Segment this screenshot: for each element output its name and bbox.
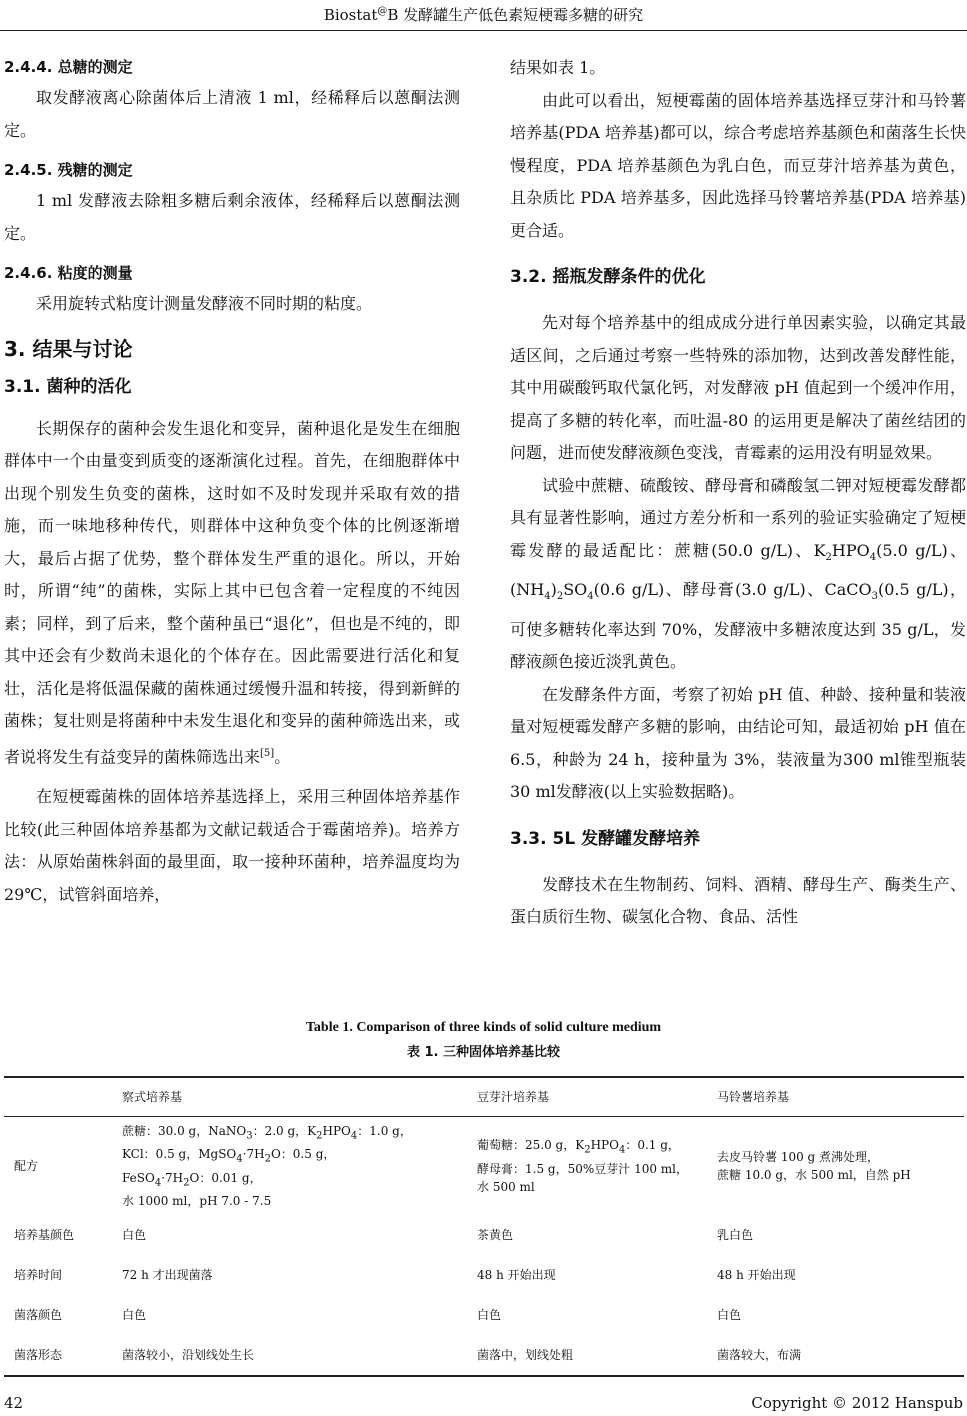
section-heading-3-1: 3.1. 菌种的活化: [4, 376, 132, 397]
subscript: 4: [869, 551, 877, 563]
table-cell: 乳白色: [717, 1228, 754, 1242]
table-cell: 白色: [122, 1308, 147, 1322]
section-heading-2-4-6: 2.4.6. 粘度的测量: [4, 264, 133, 282]
table-header: 马铃薯培养基: [707, 1077, 964, 1117]
paragraph: [510, 470, 966, 679]
table-cell: 菌落中，划线处粗: [467, 1335, 707, 1376]
table-cell: 菌落较大，布满: [707, 1335, 964, 1376]
text: O：0.01 g，: [189, 1170, 262, 1185]
citation-ref: [5]: [260, 747, 275, 759]
subscript: 4: [544, 591, 551, 603]
subscript: 2: [584, 1144, 591, 1156]
page-number: 42: [4, 1394, 24, 1412]
right-column: [510, 52, 966, 934]
paragraph: 在短梗霉菌株的固体培养基选择上，采用三种固体培养基作比较(此三种固体培养基都为文献记载适合于霉菌培养)。培养方法：从原始菌株斜面的最里面，取一接种环菌种，培养温度均为 29℃，试管斜面培养，: [4, 787, 460, 904]
text: 水 500 ml: [477, 1179, 535, 1194]
paragraph: 取发酵液离心除菌体后上清液 1 ml，经稀释后以蒽酮法测定。: [4, 88, 460, 140]
text: 酵母膏：1.5 g，50%豆芽汁 100 ml，: [477, 1161, 689, 1176]
table-header: 豆芽汁培养基: [467, 1077, 707, 1117]
text: (5.0 g/L)、(NH: [510, 540, 966, 600]
header-title-sup: @: [377, 6, 388, 17]
text: ：2.0 g，K: [252, 1123, 317, 1138]
subscript: 4: [587, 591, 594, 603]
running-header: [0, 0, 967, 31]
table-header: [4, 1077, 112, 1117]
table-cell: [112, 1117, 467, 1216]
subscript: 2: [264, 1153, 271, 1165]
text: ·7H: [242, 1147, 265, 1162]
section-heading-3-3: 3.3. 5L 发酵罐发酵培养: [510, 828, 701, 849]
text: 葡萄糖：25.0 g，K: [477, 1138, 585, 1153]
paragraph: 在发酵条件方面，考察了初始 pH 值、种龄、接种量和装液量对短梗霉发酵产多糖的影响，由结论可知，最适初始 pH 值在 6.5，种龄为 24 h，接种量为 3%，装液量为300 ml锥型瓶装30 ml发酵液(以上实验数据略)。: [510, 684, 966, 802]
text: 蔗糖 10.0 g，水 500 ml，自然 pH: [717, 1168, 911, 1182]
paragraph-text: 长期保存的菌种会发生退化和变异，菌种退化是发生在细胞群体中一个由量变到质变的逐渐演化过程。首先，在细胞群体中出现个别发生负变的菌株，这时如不及时发现并采取有效的措施，而一味地移种传代，则群体中这种负变个体的比例逐渐增大，最后占据了优势，整个群体发生严重的退化。所以，开始时，所谓“纯”的菌株，实际上其中已包含着一定程度的不纯因素；同样，到了后来，整个菌种虽已“退化”，但也是不纯的，即其中还会有少数尚未退化的个体存在。因此需要进行活化和复壮，活化是将低温保藏的菌株通过缓慢升温和转接，得到新鲜的菌株；复壮则是将菌种中未发生退化和变异的菌种筛选出来，或者说将发生有益变异的菌株筛选出来: [4, 418, 460, 766]
row-label: 菌落形态: [4, 1335, 112, 1376]
paragraph: 采用旋转式粘度计测量发酵液不同时期的粘度。: [36, 294, 373, 313]
text: (0.5 g/L)，可使多糖转化率达到 70%，发酵液中多糖浓度达到 35 g/L，发酵液颜色接近淡乳黄色。: [510, 580, 966, 672]
section-heading-3-2: 3.2. 摇瓶发酵条件的优化: [510, 267, 706, 287]
text: HPO: [590, 1138, 619, 1153]
paragraph-end: 。: [274, 746, 291, 766]
header-title-pre: Biostat: [323, 6, 378, 24]
text: 试验中蔗糖、硫酸铵、酵母膏和磷酸氢二钾对短梗霉发酵都具有显著性影响，通过方差分析和一系列的验证实验确定了短梗霉发酵的最适配比：蔗糖(50.0 g/L)、K: [510, 475, 966, 560]
row-label: 配方: [14, 1159, 39, 1173]
table-cell: 茶黄色: [477, 1228, 514, 1242]
text: ：0.1 g，: [625, 1138, 680, 1153]
table-cell: 72 h 才出现菌落: [122, 1268, 213, 1282]
text: SO: [563, 580, 588, 600]
text: 水 1000 ml，pH 7.0 - 7.5: [122, 1194, 272, 1209]
text: (0.6 g/L)、酵母膏(3.0 g/L)、CaCO: [593, 580, 872, 600]
row-label: 培养时间: [14, 1268, 63, 1282]
text: 蔗糖：30.0 g，NaNO: [122, 1123, 247, 1138]
text: O：0.5 g，: [270, 1147, 336, 1162]
subscript: 4: [350, 1130, 358, 1142]
text: ：1.0 g，: [357, 1123, 412, 1138]
subscript: 3: [246, 1130, 253, 1142]
section-heading-3: 3. 结果与讨论: [4, 336, 133, 361]
text: ): [550, 580, 557, 600]
text: HPO: [831, 540, 870, 560]
text: HPO: [322, 1123, 351, 1138]
table-row: [4, 1117, 964, 1216]
table-cell: 48 h 开始出现: [477, 1268, 556, 1282]
table-cell: 菌落较小，沿划线处生长: [112, 1335, 467, 1376]
table-row: [4, 1255, 964, 1295]
table-row: [4, 1295, 964, 1335]
comparison-table: [4, 1076, 964, 1377]
subscript: 4: [618, 1144, 626, 1156]
subscript: 4: [236, 1153, 243, 1165]
subscript: 2: [556, 591, 564, 603]
paragraph: [4, 413, 460, 774]
table-cell: 白色: [122, 1228, 147, 1242]
text: 去皮马铃薯 100 g 煮沸处理，: [717, 1150, 880, 1164]
paragraph: 先对每个培养基中的组成成分进行单因素实验，以确定其最适区间，之后通过考察一些特殊的添加物，达到改善发酵性能，其中用碳酸钙取代氯化钙，对发酵液 pH 值起到一个缓冲作用，提高了多糖的转化率，而吐温-80 的运用更是解决了菌丝结团的问题，进而使发酵液颜色变浅，青霉素的运用没有明显效果。: [510, 313, 966, 462]
section-heading-2-4-4: 2.4.4. 总糖的测定: [4, 58, 133, 76]
table-caption-en: Table 1. Comparison of three kinds of solid culture medium: [305, 1020, 662, 1035]
paragraph: 1 ml 发酵液去除粗多糖后剩余液体，经稀释后以蒽酮法测定。: [4, 191, 460, 243]
paragraph: 结果如表 1。: [510, 58, 606, 77]
table-cell: 白色: [717, 1308, 742, 1322]
table-row: [4, 1335, 964, 1376]
subscript: 3: [871, 591, 878, 603]
table-cell: 48 h 开始出现: [717, 1268, 796, 1282]
row-label: 菌落颜色: [14, 1308, 63, 1322]
section-heading-2-4-5: 2.4.5. 残糖的测定: [4, 161, 133, 179]
subscript: 4: [154, 1177, 162, 1189]
table-row: [4, 1215, 964, 1255]
table-cell: 白色: [477, 1308, 502, 1322]
text: KCl：0.5 g，MgSO: [122, 1147, 237, 1162]
row-label: 培养基颜色: [14, 1228, 75, 1242]
left-column: [4, 52, 460, 911]
paragraph: 由此可以看出，短梗霉菌的固体培养基选择豆芽汁和马铃薯培养基(PDA 培养基)都可以，综合考虑培养基颜色和菌落生长快慢程度，PDA 培养基颜色为乳白色，而豆芽汁培养基为黄色，且杂质比 PDA 培养基多，因此选择马铃薯培养基(PDA 培养基)更合适。: [510, 90, 966, 240]
text: ·7H: [161, 1170, 184, 1185]
header-title-post: B 发酵罐生产低色素短梗霉多糖的研究: [387, 6, 644, 24]
subscript: 2: [316, 1130, 323, 1142]
table-header-row: [4, 1077, 964, 1117]
table-cell: [467, 1117, 707, 1216]
table-header: 察式培养基: [112, 1077, 467, 1117]
subscript: 2: [183, 1177, 190, 1189]
subscript: 2: [825, 551, 832, 563]
table-cell: [707, 1117, 964, 1216]
copyright: Copyright © 2012 Hanspub: [751, 1394, 963, 1412]
table-caption-zh: 表 1. 三种固体培养基比较: [406, 1045, 561, 1060]
text: FeSO: [122, 1170, 155, 1185]
paragraph: 发酵技术在生物制药、饲料、酒精、酵母生产、酶类生产、蛋白质衍生物、碳氢化合物、食品、活性: [510, 874, 966, 927]
